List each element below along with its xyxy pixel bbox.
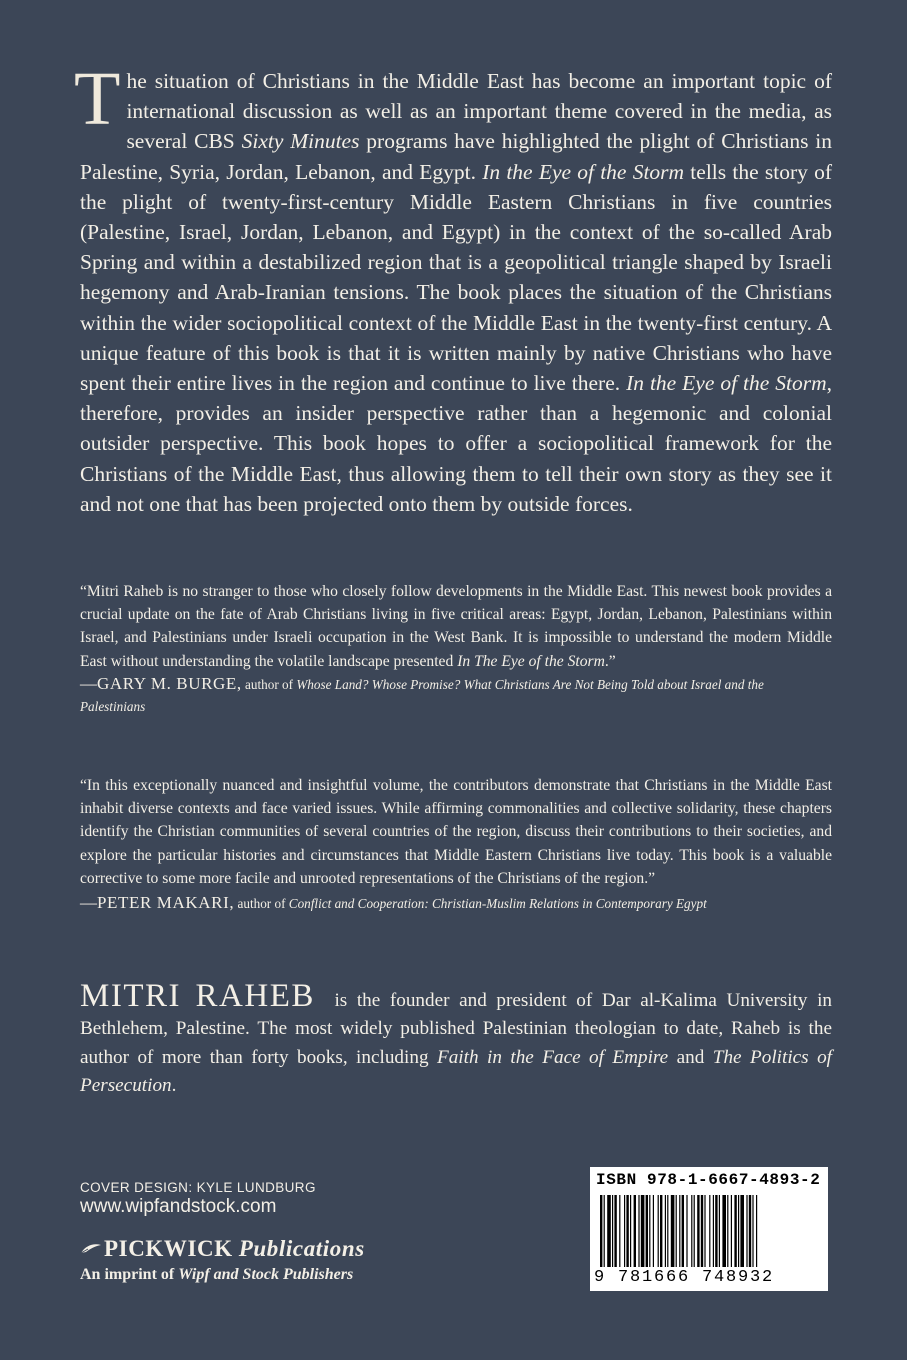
cover-design-credit: COVER DESIGN: KYLE LUNDBURG bbox=[80, 1180, 316, 1195]
author-bio bbox=[80, 978, 832, 1101]
isbn-label: ISBN 978-1-6667-4893-2 bbox=[596, 1171, 821, 1189]
barcode-bar bbox=[697, 1195, 699, 1267]
imprint-label: An imprint of bbox=[80, 1266, 179, 1283]
endorsement-text: “Mitri Raheb is no stranger to those who closely follow developments in the Middle East. This newest book provides a crucial update on the fate of Arab Christians living in five critical areas: Egypt, Jordan, Lebanon, Palestinians within Israel, and Palestinians under Israeli occupation in the West Bank. It is impossible to understand the modern Middle East without understanding the volatile landscape presented bbox=[80, 583, 832, 670]
endorser-name: GARY M. BURGE, bbox=[97, 673, 242, 693]
barcode-bar bbox=[734, 1195, 736, 1267]
barcode-bar bbox=[604, 1195, 605, 1267]
barcode-bar bbox=[704, 1195, 705, 1267]
description-text-2: programs have highlighted the plight of Christians in Palestine, Syria, Jordan, Lebanon, and Egypt. bbox=[80, 129, 832, 184]
bio-book-1: Faith in the Face of Empire bbox=[436, 1046, 669, 1068]
barcode-bar bbox=[722, 1195, 726, 1267]
drop-cap: T bbox=[74, 57, 121, 141]
barcode-bar bbox=[667, 1195, 668, 1267]
quill-icon bbox=[80, 1243, 102, 1255]
bio-and: and bbox=[668, 1046, 713, 1068]
isbn-barcode bbox=[590, 1167, 828, 1291]
publisher-logo bbox=[80, 1236, 365, 1284]
endorser-book-title: Whose Land? Whose Promise? What Christians Are Not Being Told about Israel and the Palestinians bbox=[80, 676, 764, 714]
barcode-bar bbox=[630, 1195, 631, 1267]
publisher-website[interactable]: www.wipfandstock.com bbox=[80, 1196, 277, 1217]
barcode-bar bbox=[686, 1195, 687, 1267]
description-italic-2: In the Eye of the Storm bbox=[482, 159, 685, 184]
barcode-bar bbox=[612, 1195, 613, 1267]
publisher-name: PICKWICK bbox=[104, 1236, 233, 1261]
attribution-dash: — bbox=[80, 673, 97, 693]
description-italic-3: In the Eye of the Storm bbox=[626, 371, 827, 396]
barcode-bar bbox=[660, 1195, 662, 1267]
barcode-bar bbox=[731, 1195, 732, 1267]
barcode-icon bbox=[600, 1195, 818, 1267]
barcode-bar bbox=[727, 1195, 728, 1267]
barcode-bar bbox=[756, 1195, 757, 1267]
barcode-bar bbox=[719, 1195, 720, 1267]
endorsement-italic: In The Eye of the Storm bbox=[457, 652, 605, 670]
barcode-bar bbox=[691, 1195, 692, 1267]
barcode-bar bbox=[619, 1195, 620, 1267]
barcode-bar bbox=[682, 1195, 684, 1267]
barcode-bar bbox=[749, 1195, 751, 1267]
barcode-bar bbox=[614, 1195, 616, 1267]
attribution-dash: — bbox=[80, 893, 97, 913]
barcode-bar bbox=[740, 1195, 744, 1267]
endorsement-attribution bbox=[80, 892, 832, 915]
barcode-bar bbox=[649, 1195, 650, 1267]
barcode-bar bbox=[638, 1195, 639, 1267]
barcode-bar bbox=[653, 1195, 654, 1267]
barcode-bar bbox=[709, 1195, 710, 1267]
barcode-bar bbox=[646, 1195, 648, 1267]
endorser-book-title: Conflict and Cooperation: Christian-Muslim Relations in Contemporary Egypt bbox=[288, 896, 707, 912]
publisher-name-italic: Publications bbox=[238, 1236, 365, 1261]
description-text-3: tells the story of the plight of twenty-first-century Middle Eastern Christians in five countries (Palestine, Israel, Jordan, Lebanon, and Egypt) in the context of the so-called Arab Spring and within a destabilized region that is a geopolitical triangle shaped by Israeli hegemony and Arab-Iranian tensions. The book places the situation of the Christians within the wider sociopolitical context of the Middle East in the twenty-first century. A unique feature of this book is that it is written mainly by native Christians who have spent their entire lives in the region and continue to live there. bbox=[80, 159, 832, 396]
barcode-bar bbox=[626, 1195, 628, 1267]
imprint-line bbox=[80, 1266, 365, 1284]
barcode-bar bbox=[701, 1195, 703, 1267]
barcode-bar bbox=[658, 1195, 659, 1267]
barcode-bar bbox=[607, 1195, 611, 1267]
barcode-bar bbox=[671, 1195, 675, 1267]
author-of-label: author of bbox=[234, 896, 289, 912]
endorsement-text: “In this exceptionally nuanced and insightful volume, the contributors demonstrate that Christians in the Middle East inhabit diverse contexts and face varied issues. While affirming commonalities and collective solidarity, these chapters identify the Christian communities of several countries of the region, discuss their contributions to their societies, and explore the particular histories and circumstances that Middle Eastern Christians live today. This book is a valuable corrective to some more facile and unrooted representations of the Christians of the region.” bbox=[80, 777, 832, 887]
barcode-bar bbox=[746, 1195, 747, 1267]
barcode-bar bbox=[665, 1195, 666, 1267]
barcode-digits: 9 781666 748932 bbox=[594, 1268, 775, 1287]
barcode-bar bbox=[600, 1195, 602, 1267]
barcode-bar bbox=[676, 1195, 677, 1267]
barcode-bar bbox=[715, 1195, 717, 1267]
description-text-1: he situation of Christians in the Middle East has become an important topic of international discussion as well as an important theme covered in the media, as several CBS bbox=[126, 69, 832, 154]
bio-book-2: The Politics of Persecution bbox=[80, 1046, 832, 1097]
endorsement-end: .” bbox=[604, 652, 616, 670]
barcode-bar bbox=[738, 1195, 739, 1267]
barcode-bar bbox=[634, 1195, 636, 1267]
bio-text: is the founder and president of Dar al-Kalima University in Bethlehem, Palestine. The most widely published Palestinian theologian to date, Raheb is the author of more than forty books, including bbox=[80, 990, 832, 1068]
barcode-bar bbox=[694, 1195, 695, 1267]
author-of-label: author of bbox=[241, 676, 297, 692]
endorsement-makari bbox=[80, 774, 832, 915]
endorsement-attribution bbox=[80, 673, 832, 718]
barcode-bar bbox=[679, 1195, 680, 1267]
bio-end: . bbox=[171, 1075, 177, 1097]
barcode-bar bbox=[624, 1195, 625, 1267]
barcode-bar bbox=[752, 1195, 753, 1267]
book-description bbox=[74, 57, 832, 519]
barcode-bar bbox=[641, 1195, 645, 1267]
barcode-bar bbox=[713, 1195, 714, 1267]
author-name: MITRI RAHEB bbox=[80, 978, 315, 1014]
description-text-4: , therefore, provides an insider perspective rather than a hegemonic and colonial outsider perspective. This book hopes to offer a sociopolitical framework for the Christians of the Middle East, thus allowing them to tell their own story as they see it and not one that has been projected onto them by outside forces. bbox=[80, 371, 832, 516]
imprint-publisher: Wipf and Stock Publishers bbox=[178, 1266, 354, 1283]
credits bbox=[80, 1180, 316, 1218]
endorser-name: PETER MAKARI, bbox=[97, 893, 235, 913]
description-italic-1: Sixty Minutes bbox=[241, 129, 360, 154]
endorsement-burge bbox=[80, 580, 832, 718]
